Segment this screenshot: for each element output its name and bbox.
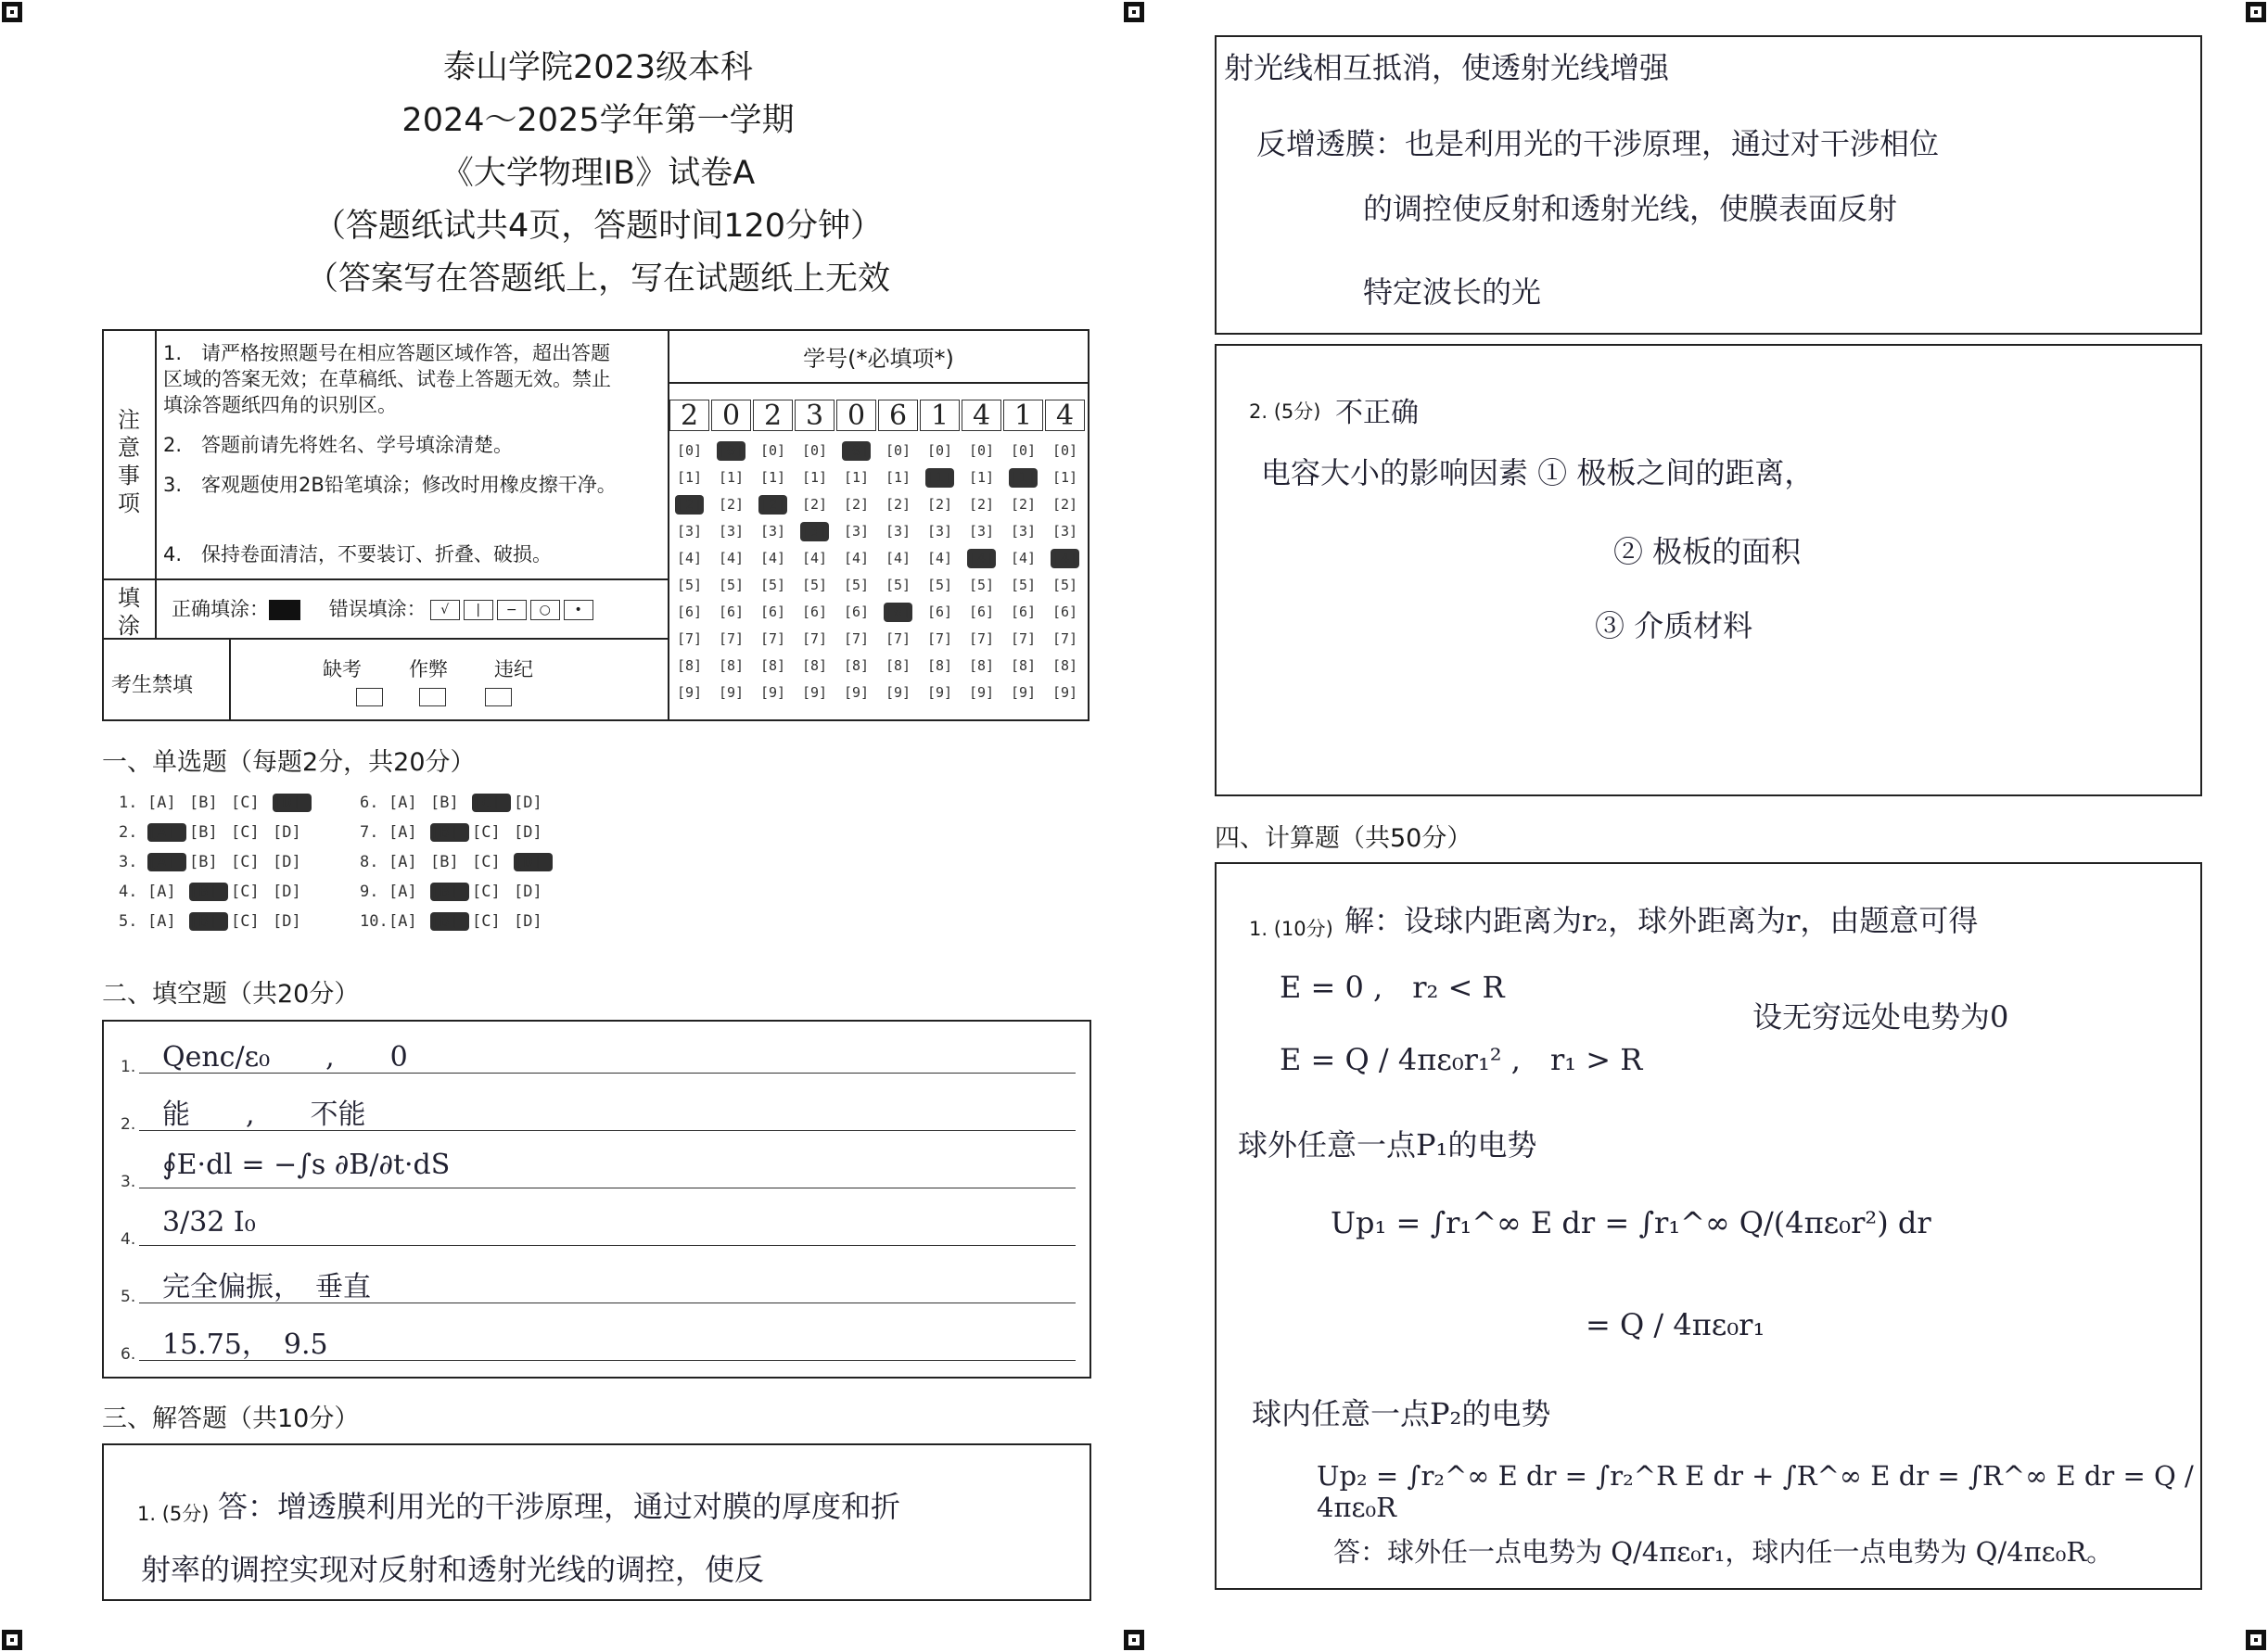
student-id-bubble[interactable]: [4] — [1051, 550, 1078, 566]
mc-option-bubble[interactable]: [A] — [389, 853, 417, 871]
calc-line-10: 答：球外任一点电势为 Q/4πε₀r₁，球内任一点电势为 Q/4πε₀R。 — [1333, 1536, 2114, 1568]
exam-note: （答案写在答题纸上，写在试题纸上无效 — [305, 261, 890, 298]
student-id-bubble[interactable]: [5] — [968, 577, 995, 593]
student-id-digit-3: 2 — [753, 400, 793, 431]
fill-blank-number: 1. — [121, 1058, 136, 1076]
cheat-checkbox[interactable] — [419, 688, 446, 706]
student-id-bubble[interactable]: [4] — [885, 550, 911, 566]
student-id-bubble[interactable]: [7] — [1051, 630, 1078, 647]
mc-question-5 — [119, 912, 312, 931]
section-calc-title: 四、计算题（共50分） — [1215, 824, 1472, 853]
student-id-bubble[interactable]: [7] — [759, 630, 786, 647]
violation-checkbox[interactable] — [485, 688, 512, 706]
student-id-bubble[interactable]: [6] — [843, 604, 870, 620]
mc-option-bubble[interactable]: [D] — [514, 823, 542, 842]
student-id-bubble[interactable]: [5] — [1051, 577, 1078, 593]
mc-option-bubble[interactable]: [A] — [389, 823, 417, 842]
student-id-bubble[interactable]: [7] — [968, 630, 995, 647]
correct-fill-sample — [269, 600, 300, 620]
mc-option-bubble[interactable]: [A] — [147, 912, 176, 931]
absent-label: 缺考 — [323, 658, 362, 680]
student-id-bubble[interactable]: [9] — [676, 684, 703, 701]
student-id-bubble[interactable]: [6] — [676, 604, 703, 620]
student-id-bubble[interactable]: [0] — [926, 442, 953, 459]
student-id-bubble[interactable]: [6] — [968, 604, 995, 620]
student-id-digit-5: 0 — [836, 400, 876, 431]
essay-q2-line-3: ② 极板的面积 — [1613, 534, 1802, 569]
student-id-bubble[interactable]: [8] — [843, 657, 870, 674]
student-id-bubble[interactable]: [5] — [801, 577, 828, 593]
calc-line-8: 球内任意一点P₂的电势 — [1252, 1396, 1551, 1431]
student-id-bubble[interactable]: [1] — [801, 469, 828, 486]
fill-blank-answer-4: 3/32 I₀ — [162, 1206, 256, 1239]
student-id-digit-7: 1 — [920, 400, 960, 431]
student-id-bubble[interactable]: [9] — [968, 684, 995, 701]
student-id-bubble[interactable]: [2] — [801, 496, 828, 513]
mc-option-bubble[interactable]: [B] — [430, 823, 469, 842]
fill-blank-number: 4. — [121, 1230, 136, 1249]
mc-question-number: 5. — [119, 912, 138, 931]
mc-question-4 — [119, 883, 312, 901]
mc-option-bubble[interactable]: [B] — [430, 853, 459, 871]
student-id-bubble[interactable]: [2] — [759, 496, 786, 513]
student-id-bubble[interactable]: [4] — [1010, 550, 1037, 566]
essay-q2-line-1: 不正确 — [1335, 397, 1419, 429]
student-id-bubble[interactable]: [3] — [1010, 523, 1037, 540]
mc-option-bubble[interactable]: [A] — [389, 794, 417, 812]
mc-option-bubble[interactable]: [C] — [231, 794, 260, 812]
student-id-bubble-column — [669, 438, 709, 706]
mc-option-bubble[interactable]: [A] — [147, 823, 186, 842]
wrong-fill-sample-5: • — [564, 600, 593, 620]
mc-option-bubble[interactable]: [C] — [231, 823, 260, 842]
fill-blank-number: 3. — [121, 1173, 136, 1191]
student-id-bubble[interactable]: [3] — [968, 523, 995, 540]
fill-blank-underline — [139, 1245, 1076, 1246]
mc-option-bubble[interactable]: [A] — [147, 853, 186, 871]
student-id-bubble[interactable]: [5] — [718, 577, 745, 593]
student-id-bubble[interactable]: [8] — [718, 657, 745, 674]
mc-question-8 — [360, 853, 553, 871]
mc-option-bubble[interactable]: [B] — [430, 912, 469, 931]
mc-option-bubble[interactable]: [D] — [514, 883, 542, 901]
calc-line-9: Up₂ = ∫r₂^∞ E dr = ∫r₂^R E dr + ∫R^∞ E dr = ∫R^∞ E dr = Q / 4πε₀R — [1317, 1460, 2194, 1523]
student-id-bubble[interactable]: [0] — [968, 442, 995, 459]
student-id-bubble[interactable]: [9] — [718, 684, 745, 701]
student-id-bubble[interactable]: [7] — [843, 630, 870, 647]
student-id-bubble[interactable]: [4] — [843, 550, 870, 566]
student-id-digit-6: 6 — [878, 400, 918, 431]
student-id-bubble[interactable]: [6] — [1010, 604, 1037, 620]
student-id-digit-8: 4 — [962, 400, 1001, 431]
violation-label: 违纪 — [494, 658, 533, 680]
corner-mark-bc — [1124, 1630, 1144, 1650]
student-id-bubble[interactable]: [9] — [759, 684, 786, 701]
mc-question-number: 1. — [119, 794, 138, 812]
fill-blank-number: 5. — [121, 1288, 136, 1306]
student-id-bubble[interactable]: [2] — [926, 496, 953, 513]
student-id-bubble[interactable]: [7] — [1010, 630, 1037, 647]
essay-q2-label: 2. (5分) — [1249, 400, 1321, 423]
student-id-bubble[interactable]: [1] — [843, 469, 870, 486]
corner-mark-br — [2246, 1630, 2266, 1650]
essay-q1-label: 1. (5分) — [137, 1503, 210, 1525]
wrong-fill-sample-4: ○ — [530, 600, 560, 620]
fill-blank-underline — [139, 1073, 1076, 1074]
student-id-bubble[interactable]: [0] — [1010, 442, 1037, 459]
wrong-fill-sample-3: − — [497, 600, 527, 620]
student-id-bubble[interactable]: [8] — [926, 657, 953, 674]
student-id-bubble[interactable]: [9] — [1010, 684, 1037, 701]
calc-line-3: E = Q / 4πε₀r₁² , r₁ > R — [1280, 1042, 1643, 1077]
student-id-bubble[interactable]: [2] — [843, 496, 870, 513]
student-id-bubble[interactable]: [4] — [968, 550, 995, 566]
mc-question-number: 7. — [360, 823, 379, 842]
calc-line-1: 解：设球内距离为r₂，球外距离为r，由题意可得 — [1344, 903, 1979, 938]
calc-line-5: 球外任意一点P₁的电势 — [1238, 1127, 1537, 1163]
student-id-title: 学号(*必填项*) — [803, 346, 954, 372]
fill-blank-answer-5: 完全偏振， 垂直 — [162, 1271, 371, 1303]
mc-option-bubble[interactable]: [B] — [189, 794, 218, 812]
student-id-bubble[interactable]: [0] — [885, 442, 911, 459]
student-id-bubble[interactable]: [0] — [759, 442, 786, 459]
calc-line-6: Up₁ = ∫r₁^∞ E dr = ∫r₁^∞ Q/(4πε₀r²) dr — [1331, 1205, 1931, 1240]
student-id-bubble[interactable]: [7] — [885, 630, 911, 647]
student-id-bubble[interactable]: [1] — [926, 469, 953, 486]
mc-option-bubble[interactable]: [B] — [189, 883, 228, 901]
student-id-bubble[interactable]: [0] — [1051, 442, 1078, 459]
student-id-bubble[interactable]: [2] — [1010, 496, 1037, 513]
essay-q1-line-2: 射率的调控实现对反射和透射光线的调控，使反 — [141, 1552, 765, 1587]
mc-option-bubble[interactable]: [B] — [430, 794, 459, 812]
student-id-bubble[interactable]: [3] — [843, 523, 870, 540]
student-id-bubble[interactable]: [1] — [676, 469, 703, 486]
corner-mark-tl — [2, 2, 22, 22]
calc-line-2: E = 0 , r₂ < R — [1280, 970, 1505, 1005]
mc-option-bubble[interactable]: [C] — [231, 912, 260, 931]
notice-item-3: 3. 客观题使用2B铅笔填涂；修改时用橡皮擦干净。 — [163, 474, 617, 496]
mc-option-bubble[interactable]: [D] — [273, 794, 312, 812]
mc-option-bubble[interactable]: [D] — [273, 823, 301, 842]
notice-label: 注意事项 — [118, 407, 140, 516]
wrong-fill-sample-2: | — [464, 600, 493, 620]
student-id-bubble[interactable]: [6] — [926, 604, 953, 620]
mc-question-1 — [119, 794, 312, 812]
student-id-bubble[interactable]: [2] — [1051, 496, 1078, 513]
wrong-fill-sample-1: √ — [430, 600, 460, 620]
mc-option-bubble[interactable]: [C] — [472, 912, 501, 931]
student-id-bubble[interactable]: [0] — [718, 442, 745, 459]
mc-option-bubble[interactable]: [D] — [273, 883, 301, 901]
student-id-bubble-column — [878, 438, 918, 706]
student-id-bubble-column — [962, 438, 1001, 706]
mc-option-bubble[interactable]: [C] — [231, 883, 260, 901]
student-id-digit-4: 3 — [795, 400, 835, 431]
fill-blank-number: 6. — [121, 1345, 136, 1364]
mc-option-bubble[interactable]: [A] — [389, 883, 417, 901]
fill-blank-answer-3: ∮E·dl = −∫s ∂B/∂t·dS — [162, 1149, 451, 1181]
student-id-bubble[interactable]: [6] — [759, 604, 786, 620]
mc-option-bubble[interactable]: [B] — [430, 883, 469, 901]
student-id-bubble-column — [1045, 438, 1085, 706]
student-id-bubble[interactable]: [3] — [1051, 523, 1078, 540]
student-id-bubble[interactable]: [1] — [885, 469, 911, 486]
student-id-bubble[interactable]: [9] — [801, 684, 828, 701]
student-id-bubble[interactable]: [4] — [759, 550, 786, 566]
student-id-bubble[interactable]: [3] — [676, 523, 703, 540]
fill-blank-answer-6: 15.75， 9.5 — [162, 1328, 328, 1361]
mc-question-9 — [360, 883, 553, 901]
absent-checkbox[interactable] — [356, 688, 383, 706]
student-id-bubble[interactable]: [6] — [885, 604, 911, 620]
mc-option-bubble[interactable]: [C] — [472, 883, 501, 901]
student-id-bubble[interactable]: [9] — [843, 684, 870, 701]
student-id-bubble[interactable]: [6] — [1051, 604, 1078, 620]
student-id-bubble[interactable]: [1] — [1051, 469, 1078, 486]
student-id-digit-10: 4 — [1045, 400, 1085, 431]
student-id-digit-1: 2 — [669, 400, 709, 431]
corner-mark-tr — [2246, 2, 2266, 22]
mc-question-number: 2. — [119, 823, 138, 842]
student-id-bubble[interactable]: [7] — [801, 630, 828, 647]
section-essay-title: 三、解答题（共10分） — [102, 1404, 360, 1433]
student-id-bubble[interactable]: [1] — [1010, 469, 1037, 486]
fill-blank-underline — [139, 1130, 1076, 1131]
mc-option-bubble[interactable]: [D] — [514, 794, 542, 812]
fill-blank-underline — [139, 1360, 1076, 1361]
student-id-bubble[interactable]: [8] — [885, 657, 911, 674]
notice-item-1: 1. 请严格按照题号在相应答题区域作答，超出答题区域的答案无效；在草稿纸、试卷上答题无效。禁止填涂答题纸四角的识别区。 — [163, 342, 611, 416]
student-id-bubble[interactable]: [0] — [676, 442, 703, 459]
mc-option-bubble[interactable]: [C] — [472, 794, 511, 812]
student-id-bubble[interactable]: [8] — [1051, 657, 1078, 674]
fill-blank-answer-1: Qenc/ε₀ , 0 — [162, 1041, 408, 1074]
mc-question-6 — [360, 794, 553, 812]
mc-question-7 — [360, 823, 553, 842]
mc-option-bubble[interactable]: [C] — [231, 853, 260, 871]
student-id-bubble-column — [920, 438, 960, 706]
mc-option-bubble[interactable]: [D] — [273, 853, 301, 871]
student-id-bubble[interactable]: [5] — [885, 577, 911, 593]
exam-proctor-label: 考生禁填 — [111, 674, 194, 697]
student-id-bubble[interactable]: [8] — [968, 657, 995, 674]
student-id-bubble[interactable]: [3] — [885, 523, 911, 540]
mc-question-3 — [119, 853, 312, 871]
mc-question-number: 10. — [360, 912, 389, 931]
mc-option-bubble[interactable]: [C] — [472, 823, 501, 842]
mc-question-number: 3. — [119, 853, 138, 871]
student-id-bubble[interactable]: [4] — [801, 550, 828, 566]
mc-option-bubble[interactable]: [A] — [147, 794, 176, 812]
mc-option-bubble[interactable]: [B] — [189, 853, 218, 871]
mc-question-number: 4. — [119, 883, 138, 901]
student-id-bubble-column — [1003, 438, 1043, 706]
student-id-bubble[interactable]: [8] — [759, 657, 786, 674]
essay-q1-line-6: 特定波长的光 — [1363, 274, 1542, 310]
section-fill-blank-title: 二、填空题（共20分） — [102, 980, 360, 1009]
student-id-bubble[interactable]: [3] — [759, 523, 786, 540]
mc-question-number: 9. — [360, 883, 379, 901]
student-id-bubble[interactable]: [2] — [968, 496, 995, 513]
student-id-bubble[interactable]: [0] — [801, 442, 828, 459]
exam-school: 泰山学院2023级本科 — [442, 49, 754, 86]
cheat-label: 作弊 — [409, 658, 448, 680]
essay-q1-line-3: 射光线相互抵消，使透射光线增强 — [1224, 50, 1670, 85]
student-id-bubble[interactable]: [5] — [843, 577, 870, 593]
mc-option-bubble[interactable]: [B] — [189, 912, 228, 931]
student-id-bubble[interactable]: [8] — [801, 657, 828, 674]
student-id-bubble[interactable]: [9] — [1051, 684, 1078, 701]
essay-q2-line-4: ③ 介质材料 — [1595, 608, 1753, 643]
mc-option-bubble[interactable]: [C] — [472, 853, 501, 871]
student-id-bubble[interactable]: [5] — [676, 577, 703, 593]
mc-question-number: 8. — [360, 853, 379, 871]
student-id-bubble[interactable]: [3] — [926, 523, 953, 540]
student-id-bubble[interactable]: [9] — [885, 684, 911, 701]
fill-blank-answer-2: 能 , 不能 — [162, 1099, 366, 1131]
essay-q1-line-1: 答：增透膜利用光的干涉原理，通过对膜的厚度和折 — [218, 1489, 901, 1524]
student-id-bubble[interactable]: [1] — [968, 469, 995, 486]
student-id-bubble[interactable]: [4] — [926, 550, 953, 566]
student-id-bubble[interactable]: [2] — [718, 496, 745, 513]
notice-item-2: 2. 答题前请先将姓名、学号填涂清楚。 — [163, 434, 514, 456]
student-id-bubble[interactable]: [7] — [926, 630, 953, 647]
student-id-bubble[interactable]: [8] — [1010, 657, 1037, 674]
mc-option-bubble[interactable]: [A] — [389, 912, 417, 931]
student-id-bubble[interactable]: [5] — [1010, 577, 1037, 593]
mc-option-bubble[interactable]: [D] — [514, 853, 553, 871]
mc-question-number: 6. — [360, 794, 379, 812]
exam-title: 《大学物理IB》试卷A — [440, 155, 756, 192]
student-id-bubble[interactable]: [3] — [718, 523, 745, 540]
student-id-bubble-column — [795, 438, 835, 706]
essay-q1-line-4: 反增透膜：也是利用光的干涉原理，通过对干涉相位 — [1256, 126, 1940, 161]
student-id-bubble[interactable]: [5] — [926, 577, 953, 593]
student-id-bubble[interactable]: [5] — [759, 577, 786, 593]
corner-mark-bl — [2, 1630, 22, 1650]
student-id-bubble[interactable]: [7] — [676, 630, 703, 647]
exam-term: 2024～2025学年第一学期 — [401, 102, 795, 139]
correct-fill: 正确填涂： 错误填涂： √ | − ○ • — [172, 594, 593, 622]
student-id-digit-9: 1 — [1003, 400, 1043, 431]
student-id-bubble[interactable]: [6] — [718, 604, 745, 620]
student-id-bubble-column — [836, 438, 876, 706]
calc-line-4: 设无穷远处电势为0 — [1752, 999, 2009, 1035]
student-id-bubble-column — [753, 438, 793, 706]
mc-option-bubble[interactable]: [D] — [273, 912, 301, 931]
student-id-bubble-column — [711, 438, 751, 706]
student-id-bubble[interactable]: [1] — [718, 469, 745, 486]
calc-line-7: = Q / 4πε₀r₁ — [1586, 1307, 1765, 1342]
student-id-bubble[interactable]: [9] — [926, 684, 953, 701]
student-id-bubble[interactable]: [8] — [676, 657, 703, 674]
student-id-bubble[interactable]: [6] — [801, 604, 828, 620]
mc-option-bubble[interactable]: [B] — [189, 823, 218, 842]
mc-option-bubble[interactable]: [D] — [514, 912, 542, 931]
student-id-bubble[interactable]: [2] — [676, 496, 703, 513]
notice-item-4: 4. 保持卷面清洁，不要装订、折叠、破损。 — [163, 543, 553, 565]
student-id-digit-2: 0 — [711, 400, 751, 431]
student-id-bubble[interactable]: [3] — [801, 523, 828, 540]
calc-q1-label: 1. (10分) — [1249, 918, 1333, 940]
section-single-choice-title: 一、单选题（每题2分，共20分） — [102, 748, 476, 777]
student-id-bubble[interactable]: [2] — [885, 496, 911, 513]
corner-mark-tc — [1124, 2, 1144, 22]
mc-question-10 — [360, 912, 553, 931]
essay-q2-line-2: 电容大小的影响因素 ① 极板之间的距离， — [1261, 455, 1815, 490]
student-id-bubble[interactable]: [4] — [718, 550, 745, 566]
student-id-bubble[interactable]: [7] — [718, 630, 745, 647]
mc-option-bubble[interactable]: [A] — [147, 883, 176, 901]
student-id-bubble[interactable]: [0] — [843, 442, 870, 459]
fill-blank-number: 2. — [121, 1115, 136, 1134]
student-id-bubble[interactable]: [1] — [759, 469, 786, 486]
exam-duration: （答题纸试共4页，答题时间120分钟） — [312, 208, 884, 245]
student-id-bubble[interactable]: [4] — [676, 550, 703, 566]
mc-question-2 — [119, 823, 312, 842]
essay-q1-line-5: 的调控使反射和透射光线，使膜表面反射 — [1363, 191, 1898, 226]
fill-label: 填涂 — [118, 585, 140, 639]
